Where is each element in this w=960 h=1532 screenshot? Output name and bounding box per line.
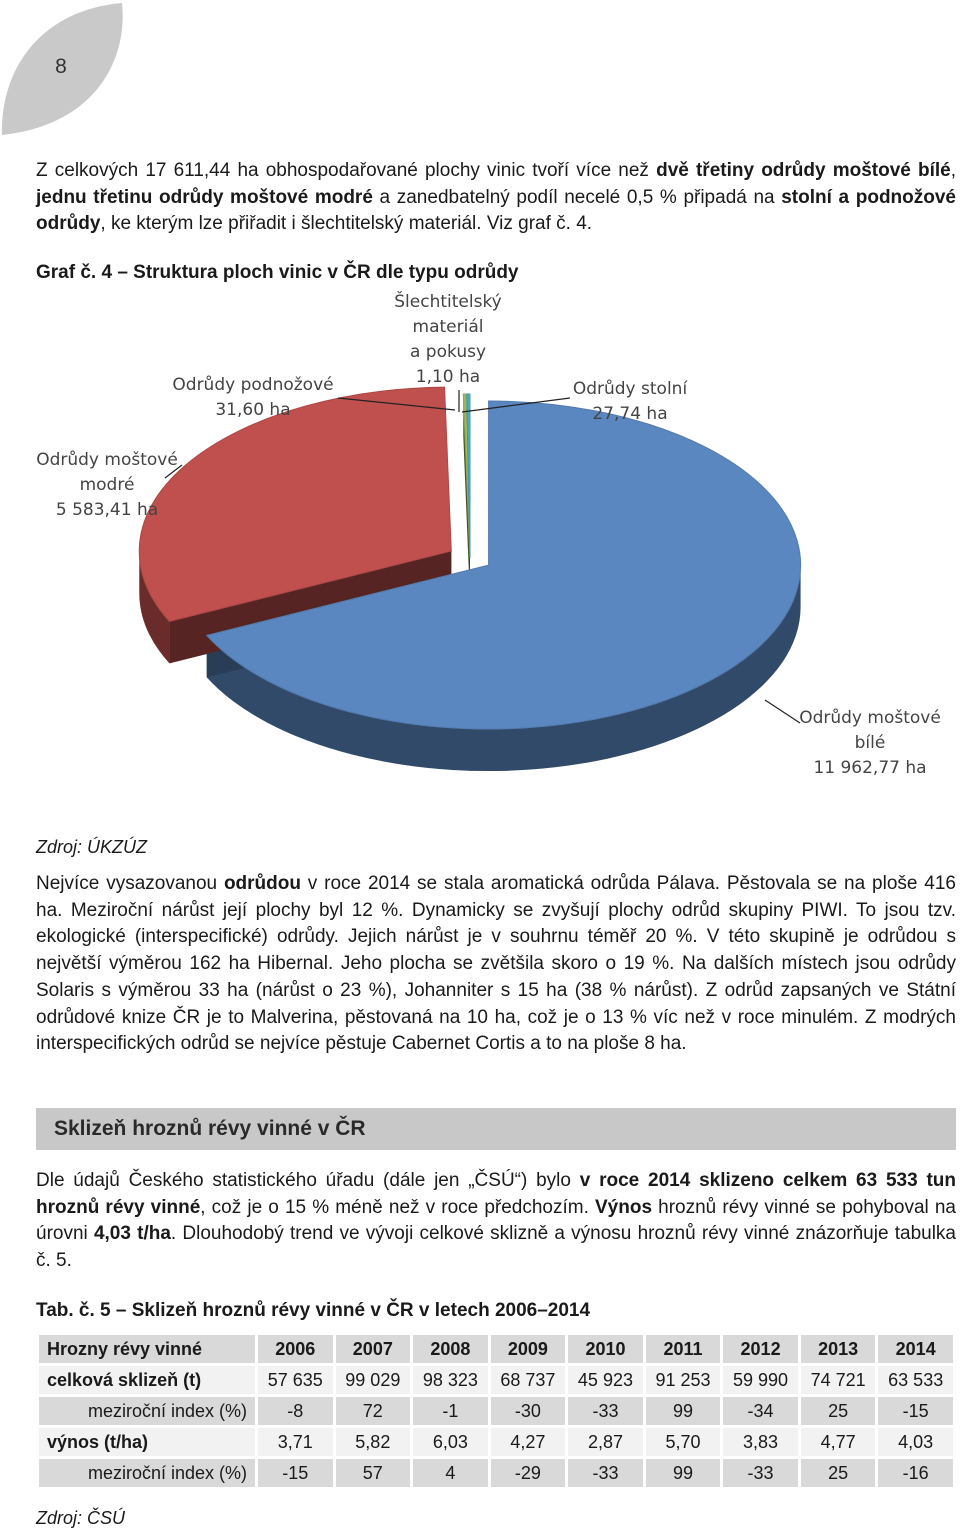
table-cell: 25: [801, 1459, 876, 1487]
table-cell: -29: [491, 1459, 566, 1487]
harvest-table: [36, 1332, 956, 1490]
table-row-label: meziroční index (%): [39, 1397, 255, 1425]
table-cell: 4,27: [491, 1428, 566, 1456]
table-header-row: [39, 1335, 953, 1363]
table-cell: 3,71: [258, 1428, 333, 1456]
table-cell: 98 323: [413, 1366, 488, 1394]
table-row: [39, 1459, 953, 1487]
table-cell: 3,83: [723, 1428, 798, 1456]
table-cell: 45 923: [568, 1366, 643, 1394]
table-cell: 4: [413, 1459, 488, 1487]
table-cell: 72: [336, 1397, 411, 1425]
table-cell: 5,82: [336, 1428, 411, 1456]
table-cell: 4,77: [801, 1428, 876, 1456]
slice-value-label: 5 583,41 ha: [55, 500, 159, 520]
table-header-cell: Hrozny révy vinné: [39, 1335, 255, 1363]
table-cell: -30: [491, 1397, 566, 1425]
slice-name-label: Odrůdy stolní: [572, 379, 688, 399]
table-row-label: meziroční index (%): [39, 1459, 255, 1487]
table-cell: -1: [413, 1397, 488, 1425]
varieties-paragraph: Nejvíce vysazovanou odrůdou v roce 2014 se stala aromatická odrůda Pálava. Pěstovala se na ploše 416 ha. Meziroční nárůst její plochy byl 12 %. Dynamicky se zvyšují plochy odrůd skupiny PIWI. To jsou tzv. ekologické (interspecifické) odrůdy. Jejich nárůst je v souhrnu téměř 20 %. V této skupině je odrůdou s největší výměrou 162 ha Hibernal. Jeho plocha se zvětšila skoro o 19 %. Na dalších místech jsou odrůdy Solaris s výměrou 33 ha (nárůst o 23 %), Johanniter s 15 ha (38 % nárůst). Z odrůd zapsaných ve Státní odrůdové knize ČR je to Malverina, pěstovaná na 10 ha, což je o 13 % víc než v roce minulém. Z modrých interspecifických odrůd se nejvíce pěstuje Cabernet Cortis a to na ploše 8 ha.: [36, 873, 956, 1055]
section-header: [36, 1108, 956, 1150]
slice-name-label: a pokusy: [409, 342, 487, 362]
slice-value-label: 27,74 ha: [592, 404, 668, 424]
table-header-cell: 2008: [413, 1335, 488, 1363]
table-cell: -33: [568, 1459, 643, 1487]
table-cell: 6,03: [413, 1428, 488, 1456]
figure-heading: Graf č. 4 – Struktura ploch vinic v ČR dle typu odrůdy: [36, 262, 519, 283]
figure-source: Zdroj: ÚKZÚZ: [36, 837, 148, 857]
table-row: [39, 1397, 953, 1425]
table-header-cell: 2013: [801, 1335, 876, 1363]
table-row: [39, 1428, 953, 1456]
table-cell: -15: [258, 1459, 333, 1487]
slice-name-label: modré: [79, 475, 135, 495]
table-cell: 4,03: [878, 1428, 953, 1456]
slice-name-label: bílé: [854, 733, 886, 753]
leader-line: [765, 700, 800, 723]
slice-name-label: materiál: [412, 317, 484, 337]
table-cell: 25: [801, 1397, 876, 1425]
table-cell: 63 533: [878, 1366, 953, 1394]
table-header-cell: 2011: [646, 1335, 721, 1363]
table-cell: 99: [646, 1397, 721, 1425]
table-source: Zdroj: ČSÚ: [36, 1508, 126, 1528]
table-header-cell: 2006: [258, 1335, 333, 1363]
table-row: [39, 1366, 953, 1394]
table-row-label: výnos (t/ha): [39, 1428, 255, 1456]
section-title: Sklizeň hroznů révy vinné v ČR: [54, 1117, 366, 1140]
table-cell: 74 721: [801, 1366, 876, 1394]
page-number: 8: [55, 55, 67, 78]
slice-name-label: Šlechtitelský: [394, 292, 502, 312]
table-cell: -34: [723, 1397, 798, 1425]
table-heading: Tab. č. 5 – Sklizeň hroznů révy vinné v ČR v letech 2006–2014: [36, 1300, 591, 1321]
harvest-paragraph: Dle údajů Českého statistického úřadu (dále jen „ČSÚ“) bylo v roce 2014 sklizeno celkem 63 533 tun hroznů révy vinné, což je o 15 % méně než v roce předchozím. Výnos hroznů révy vinné se pohyboval na úrovni 4,03 t/ha. Dlouhodobý trend ve vývoji celkové sklizně a výnosu hroznů révy vinné znázorňuje tabulka č. 5.: [36, 1170, 956, 1272]
table-header-cell: 2009: [491, 1335, 566, 1363]
table-header-cell: 2014: [878, 1335, 953, 1363]
table-cell: -8: [258, 1397, 333, 1425]
table-cell: -33: [723, 1459, 798, 1487]
table-cell: 91 253: [646, 1366, 721, 1394]
table-header-cell: 2007: [336, 1335, 411, 1363]
table-cell: 99: [646, 1459, 721, 1487]
table-header-cell: 2010: [568, 1335, 643, 1363]
table-cell: 57 635: [258, 1366, 333, 1394]
table-cell: 2,87: [568, 1428, 643, 1456]
table-cell: 5,70: [646, 1428, 721, 1456]
table-cell: 57: [336, 1459, 411, 1487]
slice-value-label: 31,60 ha: [215, 400, 291, 420]
slice-name-label: Odrůdy podnožové: [172, 375, 334, 395]
table-cell: -16: [878, 1459, 953, 1487]
table-cell: 59 990: [723, 1366, 798, 1394]
table-cell: -33: [568, 1397, 643, 1425]
pie-chart: [0, 290, 960, 800]
slice-name-label: Odrůdy moštové: [799, 708, 941, 728]
table-cell: 68 737: [491, 1366, 566, 1394]
slice-name-label: Odrůdy moštové: [36, 450, 178, 470]
table-row-label: celková sklizeň (t): [39, 1366, 255, 1394]
slice-value-label: 1,10 ha: [415, 367, 481, 387]
table-header-cell: 2012: [723, 1335, 798, 1363]
intro-paragraph: Z celkových 17 611,44 ha obhospodařované plochy vinic tvoří více než dvě třetiny odrůdy moštové bílé, jednu třetinu odrůdy moštové modré a zanedbatelný podíl necelé 0,5 % připadá na stolní a podnožové odrůdy, ke kterým lze přiřadit i šlechtitelský materiál. Viz graf č. 4.: [36, 160, 957, 235]
table-cell: 99 029: [336, 1366, 411, 1394]
table-cell: -15: [878, 1397, 953, 1425]
slice-value-label: 11 962,77 ha: [813, 758, 927, 778]
